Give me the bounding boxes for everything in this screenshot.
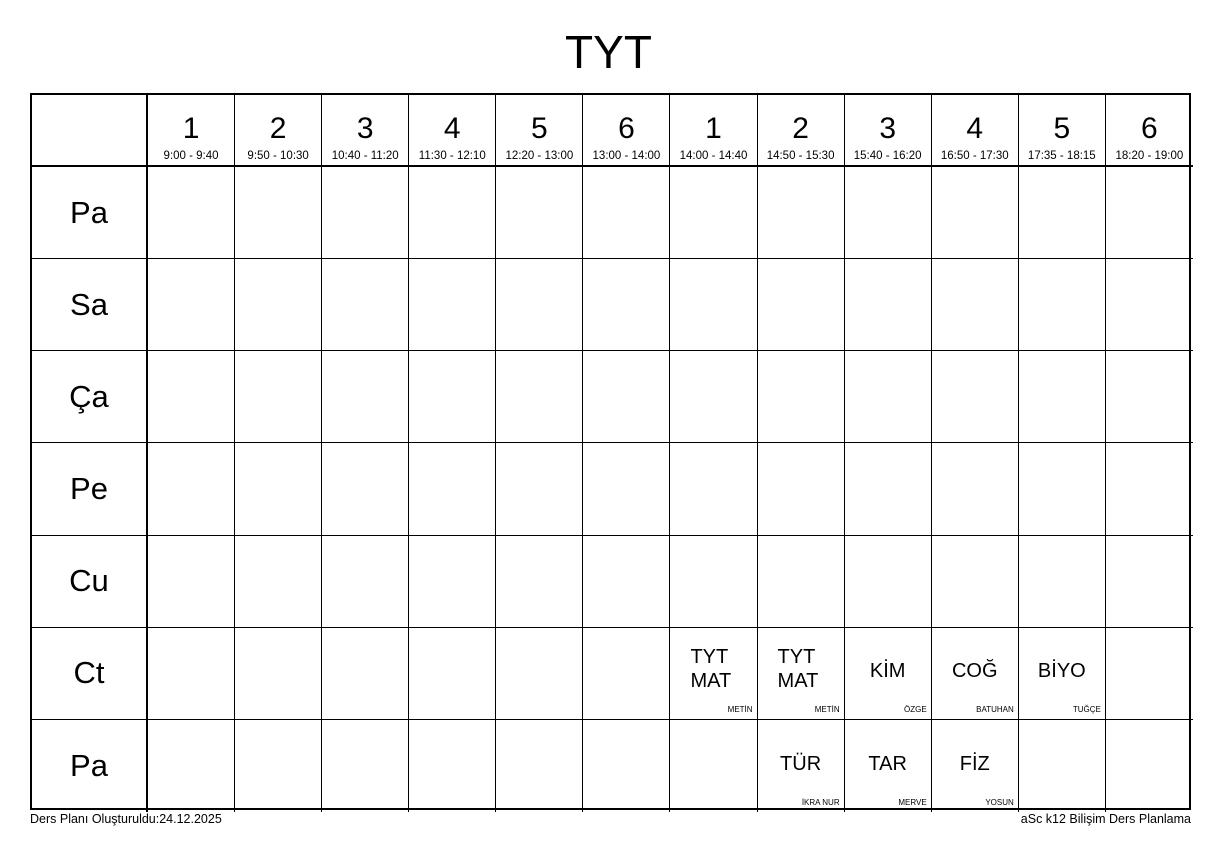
empty-cell [932, 259, 1019, 351]
empty-cell [322, 443, 409, 535]
day-label-cell [32, 351, 148, 443]
empty-cell [322, 536, 409, 628]
empty-cell [1106, 720, 1193, 812]
empty-cell [322, 628, 409, 720]
empty-cell [322, 351, 409, 443]
day-label-cell [32, 536, 148, 628]
day-label: Pa [70, 747, 108, 783]
day-label-cell [32, 720, 148, 812]
corner-cell [32, 95, 148, 167]
period-header [409, 95, 496, 167]
day-label-cell [32, 167, 148, 259]
empty-cell [670, 443, 757, 535]
period-time: 17:35 - 18:15 [1027, 150, 1096, 162]
lesson-subject [845, 659, 931, 683]
period-time: 9:50 - 10:30 [247, 150, 309, 162]
empty-cell [845, 536, 932, 628]
lesson-subject [778, 645, 819, 693]
lesson-teacher: METİN [814, 704, 840, 714]
empty-cell [1019, 536, 1106, 628]
empty-cell [409, 167, 496, 259]
period-header [670, 95, 757, 167]
empty-cell [845, 167, 932, 259]
empty-cell [409, 628, 496, 720]
period-header [932, 95, 1019, 167]
empty-cell [670, 536, 757, 628]
lesson-cell [670, 628, 757, 720]
day-label: Cu [69, 563, 109, 599]
period-number: 6 [618, 112, 635, 145]
empty-cell [148, 443, 235, 535]
empty-cell [148, 259, 235, 351]
empty-cell [496, 628, 583, 720]
period-number: 5 [1053, 112, 1071, 145]
lesson-subject [932, 752, 1018, 776]
empty-cell [148, 536, 235, 628]
footer-created-date: Ders Planı Oluşturuldu:24.12.2025 [30, 812, 222, 826]
empty-cell [583, 536, 670, 628]
period-header [1019, 95, 1106, 167]
empty-cell [235, 720, 322, 812]
footer-software-credit: aSc k12 Bilişim Ders Planlama [1020, 812, 1191, 826]
period-header [235, 95, 322, 167]
empty-cell [235, 351, 322, 443]
period-number: 5 [531, 112, 548, 145]
lesson-teacher: ÖZGE [904, 704, 927, 714]
empty-cell [670, 167, 757, 259]
empty-cell [758, 351, 845, 443]
empty-cell [322, 167, 409, 259]
period-header [1106, 95, 1193, 167]
timetable-grid [30, 93, 1191, 810]
empty-cell [148, 351, 235, 443]
lesson-subject-line: FİZ [959, 752, 990, 775]
period-header [583, 95, 670, 167]
empty-cell [496, 720, 583, 812]
empty-cell [670, 720, 757, 812]
empty-cell [1106, 443, 1193, 535]
empty-cell [235, 167, 322, 259]
day-label: Pe [70, 470, 108, 506]
lesson-cell [932, 628, 1019, 720]
lesson-teacher: MERVE [898, 797, 927, 807]
period-header [758, 95, 845, 167]
lesson-subject [758, 752, 844, 776]
period-time: 14:50 - 15:30 [766, 150, 835, 162]
empty-cell [932, 167, 1019, 259]
day-label-cell [32, 443, 148, 535]
lesson-teacher: BATUHAN [976, 704, 1014, 714]
lesson-subject-line: KİM [869, 660, 906, 683]
lesson-subject-line: TÜR [780, 752, 822, 775]
period-number: 3 [879, 112, 896, 145]
empty-cell [409, 443, 496, 535]
period-number: 4 [443, 112, 461, 145]
period-time: 15:40 - 16:20 [853, 150, 922, 162]
empty-cell [409, 720, 496, 812]
period-number: 6 [1141, 112, 1158, 145]
period-header [322, 95, 409, 167]
period-number: 1 [705, 112, 722, 145]
lesson-subject [932, 659, 1018, 683]
period-time: 12:20 - 13:00 [505, 150, 574, 162]
empty-cell [845, 443, 932, 535]
lesson-subject [845, 752, 931, 776]
empty-cell [496, 443, 583, 535]
lesson-subject-line: BİYO [1037, 660, 1086, 683]
lesson-subject [1019, 659, 1105, 683]
day-label: Ct [73, 655, 105, 691]
empty-cell [496, 351, 583, 443]
lesson-teacher: METİN [727, 704, 753, 714]
empty-cell [409, 536, 496, 628]
empty-cell [1106, 536, 1193, 628]
empty-cell [1106, 167, 1193, 259]
period-time: 10:40 - 11:20 [331, 150, 399, 162]
lesson-subject-line: TYT [777, 646, 816, 669]
lesson-subject-line: MAT [777, 670, 819, 693]
lesson-teacher: TUĞÇE [1072, 704, 1101, 714]
period-header [148, 95, 235, 167]
empty-cell [496, 167, 583, 259]
empty-cell [1019, 167, 1106, 259]
day-label-cell [32, 628, 148, 720]
empty-cell [496, 536, 583, 628]
empty-cell [845, 351, 932, 443]
period-time: 16:50 - 17:30 [940, 150, 1009, 162]
empty-cell [1106, 351, 1193, 443]
empty-cell [583, 628, 670, 720]
empty-cell [1019, 720, 1106, 812]
day-label: Ça [69, 378, 109, 414]
empty-cell [845, 259, 932, 351]
lesson-cell [845, 628, 932, 720]
lesson-teacher: İKRA NUR [801, 797, 840, 807]
empty-cell [235, 259, 322, 351]
period-number: 4 [966, 112, 984, 145]
empty-cell [670, 351, 757, 443]
empty-cell [1019, 443, 1106, 535]
empty-cell [758, 536, 845, 628]
page-title: TYT [565, 26, 652, 78]
empty-cell [235, 628, 322, 720]
period-number: 2 [792, 112, 809, 145]
period-time: 11:30 - 12:10 [418, 150, 486, 162]
empty-cell [322, 259, 409, 351]
lesson-subject-line: TAR [868, 752, 907, 775]
period-number: 2 [269, 112, 287, 145]
empty-cell [583, 720, 670, 812]
lesson-subject-line: MAT [690, 670, 732, 693]
lesson-subject-line: TYT [690, 646, 729, 669]
empty-cell [409, 351, 496, 443]
empty-cell [932, 536, 1019, 628]
day-label: Pa [70, 194, 108, 230]
lesson-subject [690, 645, 731, 693]
period-time: 18:20 - 19:00 [1115, 150, 1184, 162]
empty-cell [148, 167, 235, 259]
empty-cell [1106, 628, 1193, 720]
empty-cell [758, 167, 845, 259]
period-header [845, 95, 932, 167]
empty-cell [322, 720, 409, 812]
empty-cell [932, 443, 1019, 535]
period-number: 3 [356, 112, 374, 145]
empty-cell [148, 720, 235, 812]
empty-cell [932, 351, 1019, 443]
empty-cell [758, 443, 845, 535]
lesson-cell [845, 720, 932, 812]
period-time: 9:00 - 9:40 [163, 150, 219, 162]
lesson-cell [758, 628, 845, 720]
empty-cell [1106, 259, 1193, 351]
empty-cell [1019, 259, 1106, 351]
empty-cell [409, 259, 496, 351]
day-label-cell [32, 259, 148, 351]
lesson-cell [932, 720, 1019, 812]
empty-cell [496, 259, 583, 351]
empty-cell [583, 167, 670, 259]
period-number: 1 [182, 112, 200, 145]
period-time: 13:00 - 14:00 [592, 150, 661, 162]
period-time: 14:00 - 14:40 [679, 150, 748, 162]
day-label: Sa [70, 286, 108, 322]
lesson-teacher: YOSUN [985, 797, 1014, 807]
empty-cell [583, 259, 670, 351]
lesson-cell [758, 720, 845, 812]
empty-cell [235, 443, 322, 535]
period-header [496, 95, 583, 167]
empty-cell [583, 443, 670, 535]
empty-cell [1019, 351, 1106, 443]
empty-cell [148, 628, 235, 720]
empty-cell [670, 259, 757, 351]
empty-cell [583, 351, 670, 443]
lesson-subject-line: COĞ [951, 660, 998, 683]
empty-cell [758, 259, 845, 351]
empty-cell [235, 536, 322, 628]
lesson-cell [1019, 628, 1106, 720]
